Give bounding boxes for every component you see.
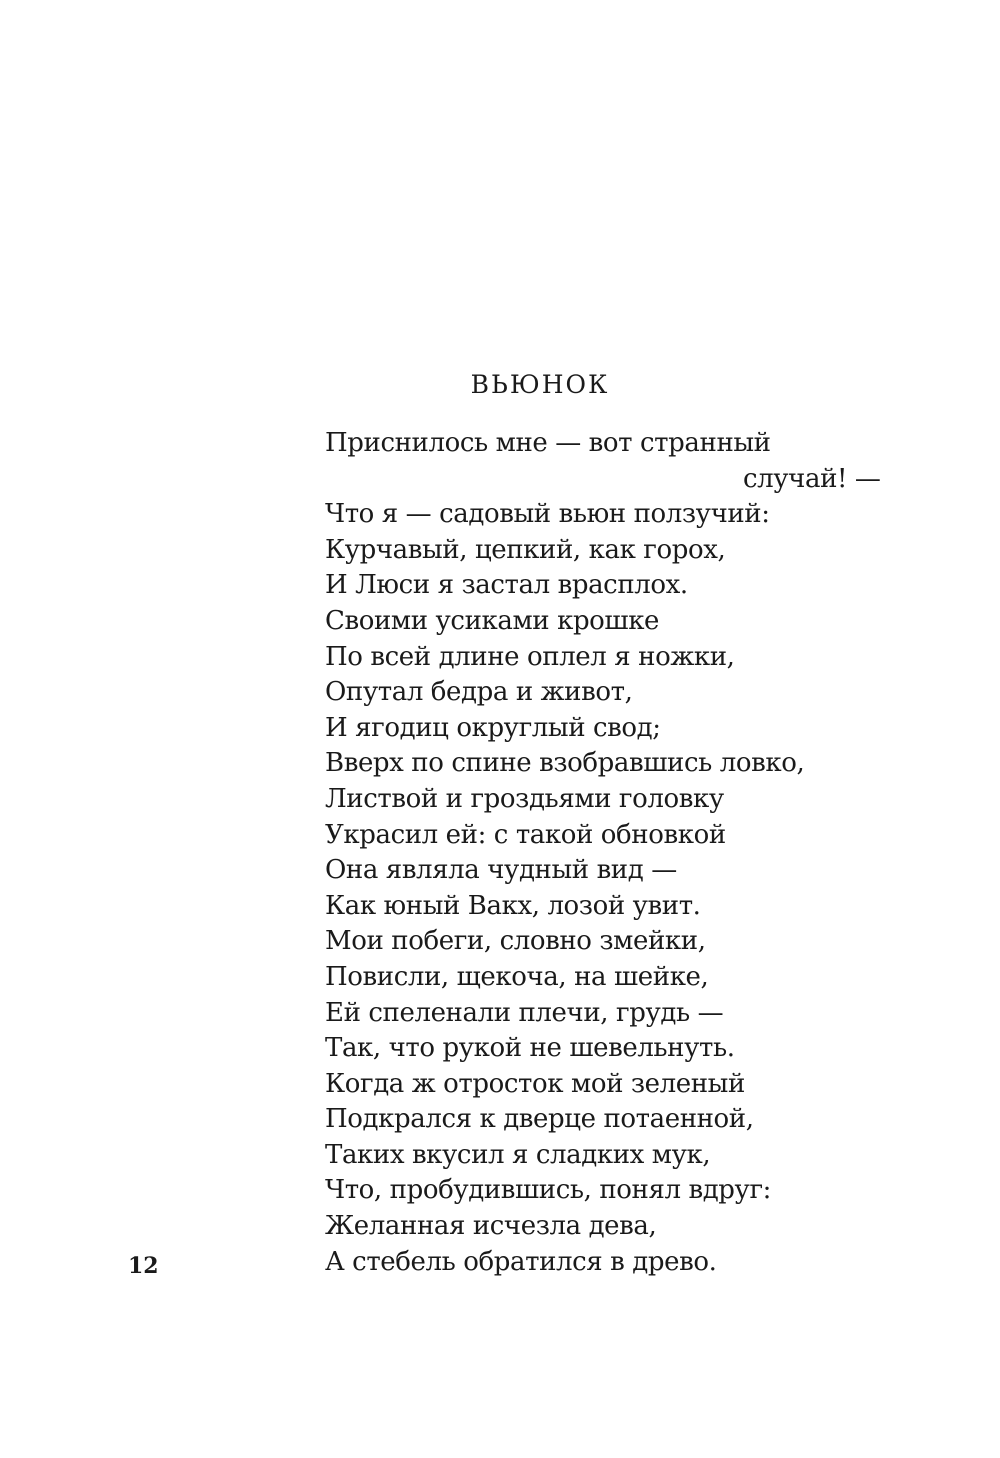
poem-line: Она являла чудный вид — [325, 855, 677, 886]
poem-line: Повисли, щекоча, на шейке, [325, 961, 709, 992]
poem-line: Курчавый, цепкий, как горох, [325, 534, 726, 565]
poem-line: По всей длине оплел я ножки, [325, 641, 735, 672]
poem-line: Таких вкусил я сладких мук, [325, 1139, 711, 1170]
poem-line: Украсил ей: с такой обновкой [325, 819, 726, 850]
poem-title: ВЬЮНОК [470, 370, 610, 399]
poem-line: Вверх по спине взобравшись ловко, [325, 748, 805, 779]
poem-line: Как юный Вакх, лозой увит. [325, 890, 701, 921]
poem-line: Листвой и гроздьями головку [325, 783, 724, 814]
poem-line: Своими усиками крошке [325, 605, 660, 636]
poem-line: А стебель обратился в древо. [325, 1246, 717, 1277]
poem-line: Опутал бедра и живот, [325, 677, 633, 708]
page-number: 12 [128, 1253, 159, 1279]
poem-line: И Люси я застал врасплох. [325, 570, 688, 601]
poem-line: Когда ж отросток мой зеленый [325, 1068, 745, 1099]
poem-line: Мои побеги, словно змейки, [325, 926, 706, 957]
poem-line: И ягодиц округлый свод; [325, 712, 661, 743]
poem-line: Что, пробудившись, понял вдруг: [325, 1175, 772, 1206]
poem-line-continuation: случай! — [743, 463, 881, 494]
poem-line: Приснилось мне — вот странный [325, 428, 771, 458]
poem-text [325, 426, 925, 1280]
poem-line: Так, что рукой не шевельнуть. [325, 1033, 735, 1064]
poem-line: Желанная исчезла дева, [325, 1211, 657, 1242]
poem-line: Что я — садовый вьюн ползучий: [325, 499, 770, 530]
poem-line: Подкрался к дверце потаенной, [325, 1104, 754, 1135]
poem-line: Ей спеленали плечи, грудь — [325, 997, 724, 1028]
